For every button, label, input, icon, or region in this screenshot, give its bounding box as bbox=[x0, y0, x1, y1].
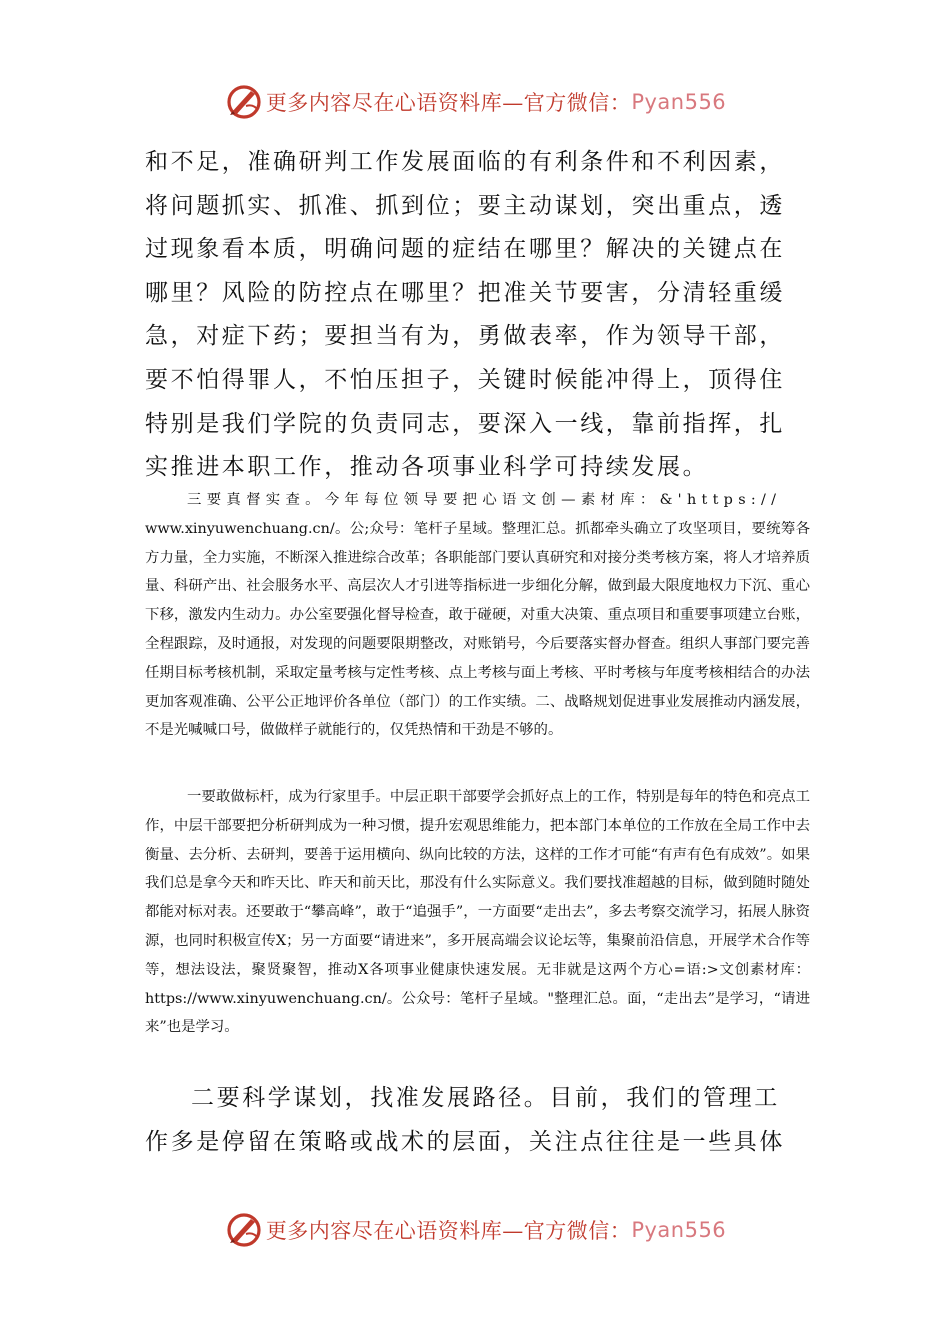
paragraph-body: www.xinyuwenchuang.cn/。公;众号：笔杆子星域。整理汇总。抓都牵头确立了攻坚项目，要统筹各方力量，全力实施，不断深入推进综合改革；各职能部门要认真研究和对接分类考核方案，将人才培养质量、科研产出、社会服务水平、高层次人才引进等指标进一步细化分解，做到最大限度地权力下沉、重心下移，激发内生动力。办公室要强化督导检查，敢于碰硬，对重大决策、重点项目和重要事项建立台账，全程跟踪，及时通报，对发现的问题要限期整改，对账销号，今后要落实督办督查。组织人事部门要完善任期目标考核机制，采取定量考核与定性考核、点上考核与面上考核、平时考核与年度考核相结合的办法更加客观准确、公平公正地评价各单位（部门）的工作实绩。二、战略规划促进事业发展推动内涵发展，不是光喊喊口号，做做样子就能行的，仅凭热情和干劲是不够的。 bbox=[145, 520, 810, 739]
text-line: 急，对症下药；要担当有为，勇做表率，作为领导干部， bbox=[145, 323, 785, 350]
banner-text: 更多内容尽在心语资料库—官方微信： bbox=[265, 1219, 632, 1243]
paragraph-body: 一要敢做标杆，成为行家里手。中层正职干部要学会抓好点上的工作，特别是每年的特色和亮点工作，中层干部要把分析研判成为一种习惯，提升宏观思维能力，把本部门本单位的工作放在全局工作中去衡量、去分析、去研判，要善于运用横向、纵向比较的方法，这样的工作才可能“有声有色有成效”。如果我们总是拿今天和昨天比、昨天和前天比，那没有什么实际意义。我们要找准超越的目标，做到随时随处都能对标对表。还要敢于“攀高峰”，敢于“追强手”，一方面要“走出去”，多去考察交流学习，拓展人脉资源，也同时积极宣传X；另一方面要“请进来”，多开展高端会议论坛等，集聚前沿信息，开展学术合作等等，想法设法，聚贤聚智，推动X各项事业健康快速发展。无非就是这两个方心=语:>文创素材库：https://www.xinyuwenchuang.cn/。公众号：笔杆子星域。"整理汇总。面，“走出去”是学习，“请进来”也是学习。 bbox=[145, 789, 810, 1036]
text-line: 过现象看本质，明确问题的症结在哪里？解决的关键点在 bbox=[145, 236, 785, 263]
text-line: 将问题抓实、抓准、抓到位；要主动谋划，突出重点，透 bbox=[145, 192, 785, 219]
footer-watermark-banner bbox=[0, 1208, 950, 1252]
paragraph-first-line: 三要真督实查。今年每位领导要把心语文创—素材库：&'https:// bbox=[187, 492, 782, 508]
header-watermark-banner bbox=[0, 80, 950, 124]
pen-logo-icon bbox=[224, 82, 264, 122]
banner-wechat-id: Pyan556 bbox=[631, 1218, 727, 1242]
body-block-large-2 bbox=[145, 1077, 810, 1164]
text-line: 二要科学谋划，找准发展路径。目前，我们的管理工 bbox=[191, 1085, 780, 1111]
banner-text: 更多内容尽在心语资料库—官方微信： bbox=[265, 91, 632, 115]
text-line: 和不足，准确研判工作发展面临的有利条件和不利因素， bbox=[145, 149, 785, 175]
pen-logo-icon bbox=[224, 1210, 264, 1250]
banner-wechat-id: Pyan556 bbox=[631, 90, 727, 114]
text-line: 作多是停留在策略或战术的层面，关注点往往是一些具体 bbox=[145, 1128, 785, 1155]
paragraph-supervision bbox=[145, 486, 810, 745]
text-line: 要不怕得罪人，不怕压担子，关键时候能冲得上，顶得住 bbox=[145, 366, 785, 393]
body-block-large-1 bbox=[145, 141, 810, 490]
text-line: 哪里？风险的防控点在哪里？把准关节要害，分清轻重缓 bbox=[145, 279, 785, 306]
text-line: 特别是我们学院的负责同志，要深入一线，靠前指挥，扎 bbox=[145, 410, 785, 437]
text-line: 实推进本职工作，推动各项事业科学可持续发展。 bbox=[145, 454, 709, 481]
paragraph-benchmark bbox=[145, 783, 810, 1042]
